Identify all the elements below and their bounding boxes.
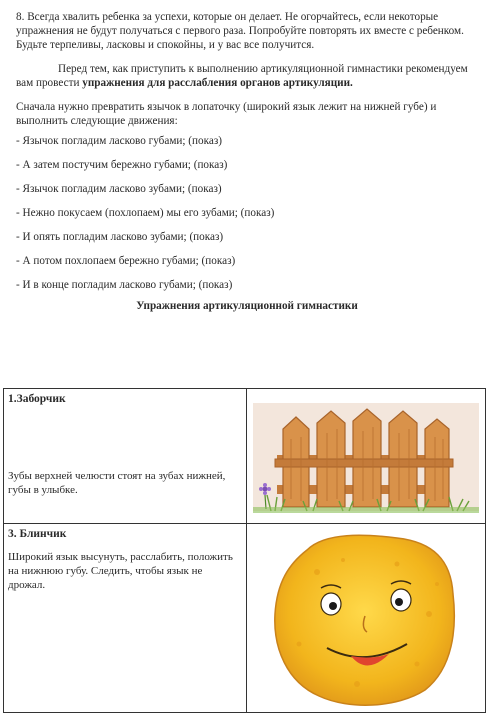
list-item: - И в конце погладим ласково губами; (показ) [16,279,233,291]
list-item: - Нежно покусаем (похлопаем) мы его зубами; (показ) [16,207,275,219]
table-row [4,389,486,524]
paragraph-advice: 8. Всегда хвалить ребенка за успехи, которые он делает. Не огорчайтесь, если некоторые упражнения не будут получаться с первого раза. Попробуйте повторять их вместе с ребенком. Будьте терпеливы, ласковы и спокойны, и у вас все получится. [16,11,464,51]
section-title: Упражнения артикуляционной гимнастики [136,300,358,312]
exercise-image-cell [247,389,486,524]
exercise-image-cell [247,524,486,713]
table-row [4,524,486,713]
exercise-text-cell [4,389,247,524]
exercise-title: 3. Блинчик [8,528,67,540]
paragraph-instruction: Сначала нужно превратить язычок в лопаточку (широкий язык лежит на нижней губе) и выполнить следующие движения: [16,101,437,127]
list-item: - Язычок погладим ласково губами; (показ) [16,135,222,147]
paragraph-relaxation [16,62,478,90]
exercises-table [3,388,486,713]
pancake-face-illustration [247,524,485,712]
paragraph-relaxation-bold: упражнения для расслабления органов артикуляции. [82,77,353,89]
list-item: - А потом похлопаем бережно губами; (показ) [16,255,236,267]
list-item: - И опять погладим ласково зубами; (показ) [16,231,224,243]
exercise-title: 1.Заборчик [8,393,66,405]
exercise-description: Широкий язык высунуть, расслабить, положить на нижнюю губу. Следить, чтобы язык не дрожал. [8,551,233,591]
exercise-description: Зубы верхней челюсти стоят на зубах нижней, губы в улыбке. [8,470,226,496]
list-item: - Язычок погладим ласково зубами; (показ) [16,183,222,195]
list-item: - А затем постучим бережно губами; (показ) [16,159,228,171]
movements-list [16,134,478,292]
exercise-text-cell [4,524,247,713]
paragraph-relaxation-text: Перед тем, как приступить к выполнению артикуляционной гимнастики рекомендуем вам провести [16,63,468,89]
fence-illustration [247,389,485,523]
